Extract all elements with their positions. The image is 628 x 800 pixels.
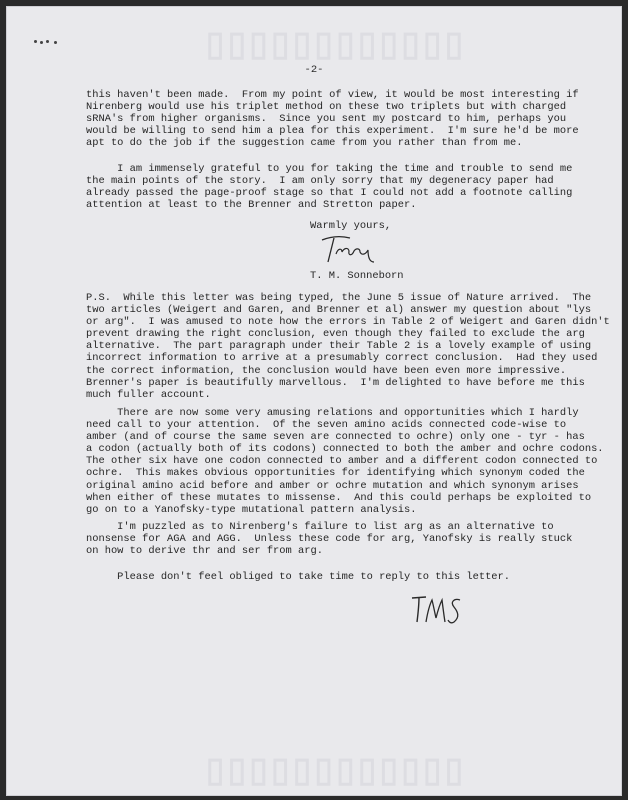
closing: Warmly yours, — [310, 220, 392, 232]
hole-punch-mark — [34, 40, 37, 43]
text-line: ochre. This makes obvious opportunities for identifying which synonym coded the — [86, 467, 585, 480]
text-line: Please don't feel obliged to take time to reply to this letter. — [86, 571, 511, 583]
text-line: already passed the page-proof stage so that I could not add a footnote calling — [86, 187, 573, 200]
paragraph-6 — [86, 571, 556, 583]
text-line: the correct information, the conclusion would have been even more impressive. — [86, 364, 567, 377]
text-line: need call to your attention. Of the seven amino acids connected code-wise to — [86, 419, 567, 432]
text-line: I'm puzzled as to Nirenberg's failure to list arg as an alternative to — [86, 521, 554, 533]
page-number: -2- — [304, 64, 324, 76]
text-line: attention at least to the Brenner and Stretton paper. — [86, 199, 417, 212]
text-line: on how to derive thr and ser from arg. — [86, 545, 323, 558]
text-line: Nirenberg would use his triplet method on these two triplets but with charged — [86, 101, 567, 114]
text-line: Brenner's paper is beautifully marvellous. I'm delighted to have before me this — [86, 376, 585, 389]
paragraph-1 — [86, 89, 579, 150]
text-line: or arg". I was amused to note how the errors in Table 2 of Weigert and Garen didn't — [86, 316, 610, 329]
text-line: P.S. While this letter was being typed, the June 5 issue of Nature arrived. The — [86, 292, 592, 304]
text-line: alternative. The part paragraph under their Table 2 is a lovely example of using — [86, 340, 592, 353]
text-line: original amino acid before and amber or ochre mutation and which synonym arises — [86, 479, 579, 492]
text-line: go on to a Yanofsky-type mutational pattern analysis. — [86, 503, 417, 516]
text-line: a codon (actually both of its codons) connected to both the amber and ochre codons. — [86, 443, 604, 456]
text-line: I am immensely grateful to you for taking the time and trouble to send me — [86, 163, 573, 175]
handwritten-signature — [318, 232, 380, 266]
hole-punch-mark — [54, 41, 57, 44]
text-line: There are now some very amusing relations and opportunities which I hardly — [86, 407, 579, 419]
show-through-text: ▯▯▯▯▯▯▯▯▯▯▯▯ — [205, 752, 467, 789]
show-through-text: ▯▯▯▯▯▯▯▯▯▯▯▯ — [205, 26, 467, 63]
text-line: nonsense for AGA and AGG. Unless these code for arg, Yanofsky is really stuck — [86, 533, 573, 546]
signer-name: T. M. Sonneborn — [310, 270, 404, 282]
hole-punch-mark — [46, 40, 49, 43]
text-line: when either of these mutates to missense. And this could perhaps be exploited to — [86, 491, 592, 504]
text-line: the main points of the story. I am only sorry that my degeneracy paper had — [86, 175, 554, 188]
text-line: amber (and of course the same seven are connected to ochre) only one - tyr - has — [86, 431, 585, 444]
paragraph-2 — [86, 163, 573, 212]
text-line: prevent drawing the right conclusion, even though they failed to exclude the arg — [86, 328, 585, 341]
text-line: two articles (Weigert and Garen, and Brenner et al) answer my question about "lys — [86, 304, 592, 317]
postscript-paragraph — [86, 292, 610, 401]
text-line: would be willing to send him a plea for this experiment. I'm sure he'd be more — [86, 125, 579, 138]
letter-page — [6, 6, 622, 796]
text-line: sRNA's from higher organisms. Since you sent my postcard to him, perhaps you — [86, 113, 567, 126]
paragraph-4 — [86, 407, 604, 516]
text-line: much fuller account. — [86, 388, 211, 401]
text-line: The other six have one codon connected to amber and a different codon connected to — [86, 455, 598, 468]
handwritten-initials — [408, 592, 468, 628]
hole-punch-mark — [40, 41, 43, 44]
paragraph-5 — [86, 521, 573, 558]
text-line: this haven't been made. From my point of view, it would be most interesting if — [86, 89, 579, 101]
text-line: incorrect information to arrive at a presumably correct conclusion. Had they used — [86, 352, 598, 365]
text-line: apt to do the job if the suggestion came from you rather than from me. — [86, 137, 523, 150]
